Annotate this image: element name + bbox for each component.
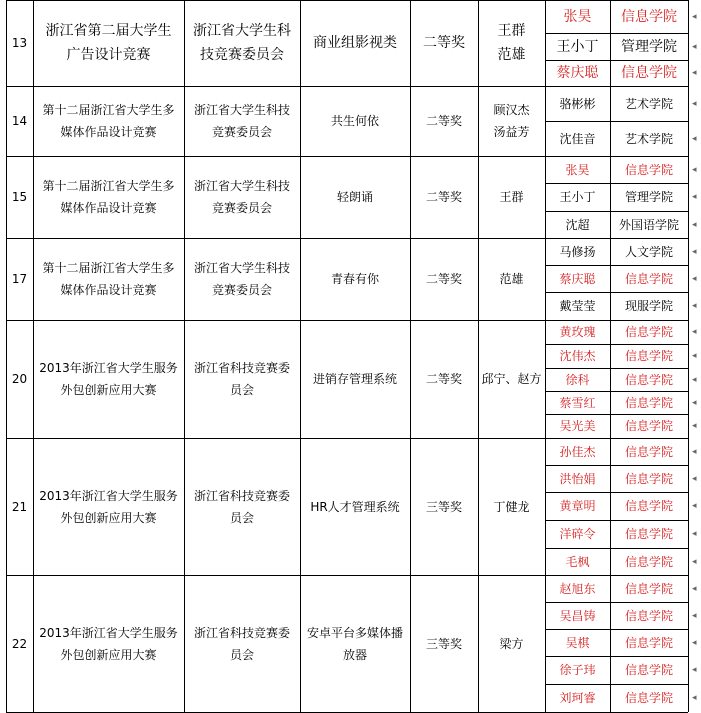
competition-name-text: 第十二届浙江省大学生多媒体作品设计竞赛 bbox=[42, 179, 175, 215]
advisor bbox=[480, 438, 543, 575]
member-college-text: 信息学院 bbox=[624, 471, 673, 486]
member-name-text: 徐子玮 bbox=[559, 663, 596, 677]
member-name-text: 吴昌铸 bbox=[559, 608, 596, 623]
member-name-text: 黄玫瑰 bbox=[559, 325, 596, 339]
organizer-text: 浙江省科技竞赛委员会 bbox=[193, 361, 290, 397]
paragraph-mark-icon: ◂ bbox=[692, 98, 697, 109]
member-name-text: 蔡庆聪 bbox=[559, 271, 596, 286]
advisor-text: 顾汉杰 汤益芳 bbox=[493, 103, 530, 139]
paragraph-mark-icon: ◂ bbox=[692, 397, 697, 408]
award-level bbox=[410, 238, 478, 320]
paragraph-mark-icon: ◂ bbox=[692, 665, 697, 675]
work-title bbox=[304, 438, 406, 575]
member-college bbox=[610, 602, 688, 629]
advisor-text: 王群 bbox=[499, 190, 524, 204]
award-level bbox=[410, 320, 478, 438]
paragraph-mark-icon: ◂ bbox=[692, 446, 697, 457]
member-college-text: 信息学院 bbox=[624, 499, 673, 513]
member-name bbox=[545, 414, 610, 438]
organizer-text: 浙江省科技竞赛委员会 bbox=[193, 488, 290, 525]
member-college bbox=[610, 575, 688, 602]
member-name bbox=[545, 211, 610, 238]
member-college-text: 信息学院 bbox=[624, 554, 673, 569]
member-name bbox=[545, 465, 610, 492]
member-name bbox=[545, 156, 610, 183]
work-title bbox=[304, 238, 406, 320]
member-college-text: 信息学院 bbox=[624, 372, 673, 387]
member-name-text: 王小丁 bbox=[556, 38, 599, 55]
member-college bbox=[610, 656, 688, 684]
paragraph-mark-icon: ◂ bbox=[692, 246, 697, 257]
paragraph-mark-icon: ◂ bbox=[692, 11, 697, 22]
grid-line bbox=[688, 0, 689, 712]
organizer-text: 浙江省大学生科技竞赛委员会 bbox=[193, 23, 291, 63]
member-college-text: 艺术学院 bbox=[624, 131, 673, 146]
organizer bbox=[190, 156, 294, 238]
competition-name-text: 2013年浙江省大学生服务外包创新应用大赛 bbox=[39, 361, 178, 397]
work-title bbox=[304, 320, 406, 438]
award-level-text: 二等奖 bbox=[425, 272, 462, 286]
member-college bbox=[610, 391, 688, 414]
member-name-text: 戴莹莹 bbox=[559, 299, 596, 313]
row-index bbox=[6, 86, 33, 156]
member-name bbox=[545, 121, 610, 156]
paragraph-mark-icon: ◂ bbox=[692, 133, 697, 144]
member-name-text: 徐科 bbox=[565, 372, 590, 387]
organizer bbox=[190, 320, 294, 438]
award-level-text: 二等奖 bbox=[425, 114, 462, 128]
advisor bbox=[480, 86, 543, 156]
member-name-text: 蔡庆聪 bbox=[556, 65, 599, 81]
organizer-text: 浙江省大学生科技竞赛委员会 bbox=[193, 103, 290, 139]
award-level-text: 三等奖 bbox=[425, 636, 462, 651]
member-name bbox=[545, 344, 610, 368]
paragraph-mark-icon: ◂ bbox=[692, 529, 697, 539]
work-title bbox=[304, 156, 406, 238]
member-name bbox=[545, 492, 610, 520]
member-college bbox=[610, 60, 688, 86]
advisor-text: 梁方 bbox=[499, 636, 524, 651]
row-index-text: 22 bbox=[11, 636, 28, 651]
award-level bbox=[410, 0, 478, 86]
work-title-text: 青春有你 bbox=[330, 272, 379, 286]
row-index bbox=[6, 0, 33, 86]
member-college bbox=[610, 465, 688, 492]
member-name bbox=[545, 684, 610, 712]
member-name-text: 张昊 bbox=[563, 8, 592, 25]
award-level bbox=[410, 156, 478, 238]
member-college bbox=[610, 183, 688, 211]
member-name-text: 黄章明 bbox=[559, 499, 596, 513]
row-index-text: 17 bbox=[11, 272, 28, 286]
advisor bbox=[480, 0, 543, 86]
member-college bbox=[610, 684, 688, 712]
member-name bbox=[545, 391, 610, 414]
competition-name bbox=[39, 0, 178, 86]
member-name-text: 沈伟杰 bbox=[559, 349, 596, 363]
member-college-text: 信息学院 bbox=[624, 527, 673, 541]
member-college-text: 信息学院 bbox=[624, 162, 673, 177]
member-college-text: 信息学院 bbox=[624, 635, 673, 650]
row-index-text: 13 bbox=[11, 36, 28, 50]
member-college bbox=[610, 0, 688, 33]
work-title-text: 共生何依 bbox=[330, 114, 379, 128]
paragraph-mark-icon: ◂ bbox=[692, 164, 697, 175]
member-name bbox=[545, 629, 610, 656]
work-title-text: HR人才管理系统 bbox=[310, 499, 400, 514]
member-name bbox=[545, 548, 610, 575]
row-index bbox=[6, 156, 33, 238]
paragraph-mark-icon: ◂ bbox=[692, 68, 697, 78]
member-name-text: 孙佳杰 bbox=[559, 444, 596, 459]
member-name-text: 毛枫 bbox=[565, 554, 590, 569]
member-name bbox=[545, 265, 610, 292]
member-college-text: 信息学院 bbox=[621, 65, 677, 81]
member-name bbox=[545, 368, 610, 391]
member-name bbox=[545, 575, 610, 602]
advisor bbox=[480, 238, 543, 320]
paragraph-mark-icon: ◂ bbox=[692, 351, 697, 361]
member-college bbox=[610, 33, 688, 60]
member-name bbox=[545, 602, 610, 629]
competition-name-text: 2013年浙江省大学生服务外包创新应用大赛 bbox=[39, 488, 178, 525]
advisor bbox=[480, 320, 543, 438]
member-name-text: 张昊 bbox=[565, 162, 590, 177]
award-level bbox=[410, 86, 478, 156]
paragraph-mark-icon: ◂ bbox=[692, 301, 697, 311]
organizer bbox=[190, 575, 294, 712]
advisor bbox=[480, 575, 543, 712]
organizer bbox=[190, 86, 294, 156]
member-name bbox=[545, 656, 610, 684]
member-college bbox=[610, 121, 688, 156]
competition-name-text: 2013年浙江省大学生服务外包创新应用大赛 bbox=[39, 625, 178, 662]
row-index bbox=[6, 575, 33, 712]
organizer-text: 浙江省大学生科技竞赛委员会 bbox=[193, 179, 290, 215]
row-index-text: 20 bbox=[11, 372, 28, 386]
member-college-text: 信息学院 bbox=[624, 325, 673, 339]
member-name-text: 马修扬 bbox=[559, 244, 596, 259]
member-college bbox=[610, 86, 688, 121]
paragraph-mark-icon: ◂ bbox=[692, 556, 697, 567]
work-title bbox=[304, 86, 406, 156]
award-level-text: 二等奖 bbox=[425, 190, 462, 204]
member-college bbox=[610, 414, 688, 438]
organizer-text: 浙江省科技竞赛委员会 bbox=[193, 625, 290, 662]
member-name-text: 刘珂睿 bbox=[559, 691, 596, 705]
paragraph-mark-icon: ◂ bbox=[692, 501, 697, 511]
work-title bbox=[304, 0, 406, 86]
member-college-text: 外国语学院 bbox=[618, 217, 679, 232]
member-college bbox=[610, 344, 688, 368]
member-name-text: 沈佳音 bbox=[559, 131, 596, 146]
member-college-text: 信息学院 bbox=[624, 691, 673, 705]
paragraph-mark-icon: ◂ bbox=[692, 637, 697, 648]
paragraph-mark-icon: ◂ bbox=[692, 610, 697, 621]
award-level bbox=[410, 438, 478, 575]
member-college-text: 管理学院 bbox=[621, 38, 677, 55]
work-title-text: 进销存管理系统 bbox=[312, 372, 397, 386]
member-college-text: 信息学院 bbox=[624, 581, 673, 596]
member-college bbox=[610, 156, 688, 183]
member-name-text: 赵旭东 bbox=[559, 581, 596, 596]
organizer bbox=[190, 438, 294, 575]
award-level-text: 二等奖 bbox=[423, 35, 465, 51]
member-name bbox=[545, 0, 610, 33]
member-name bbox=[545, 60, 610, 86]
organizer-text: 浙江省大学生科技竞赛委员会 bbox=[193, 261, 290, 297]
member-college-text: 信息学院 bbox=[624, 444, 673, 459]
member-name bbox=[545, 86, 610, 121]
row-index-text: 15 bbox=[11, 190, 28, 204]
member-college-text: 艺术学院 bbox=[624, 96, 673, 111]
paragraph-mark-icon: ◂ bbox=[692, 374, 697, 385]
member-name bbox=[545, 438, 610, 465]
competition-name bbox=[39, 156, 178, 238]
member-name-text: 骆彬彬 bbox=[559, 96, 596, 111]
paragraph-mark-icon: ◂ bbox=[692, 219, 697, 230]
competition-name-text: 第十二届浙江省大学生多媒体作品设计竞赛 bbox=[42, 261, 175, 297]
member-college-text: 管理学院 bbox=[624, 190, 673, 204]
row-index bbox=[6, 320, 33, 438]
member-college bbox=[610, 238, 688, 265]
member-name bbox=[545, 183, 610, 211]
competition-name bbox=[39, 575, 178, 712]
member-name bbox=[545, 292, 610, 320]
work-title-text: 安卓平台多媒体播放器 bbox=[306, 625, 403, 662]
paragraph-mark-icon: ◂ bbox=[692, 473, 697, 484]
award-level-text: 三等奖 bbox=[425, 499, 462, 514]
grid-line bbox=[300, 0, 301, 712]
member-college bbox=[610, 368, 688, 391]
row-index bbox=[6, 238, 33, 320]
advisor-text: 邱宁、赵方 bbox=[481, 372, 542, 386]
competition-name bbox=[39, 238, 178, 320]
member-college-text: 信息学院 bbox=[624, 395, 673, 410]
member-college-text: 信息学院 bbox=[624, 419, 673, 433]
grid-line bbox=[33, 0, 34, 712]
member-college-text: 信息学院 bbox=[624, 271, 673, 286]
work-title-text: 轻朗诵 bbox=[336, 190, 373, 204]
organizer bbox=[190, 238, 294, 320]
member-name-text: 沈超 bbox=[565, 217, 590, 232]
member-name-text: 蔡雪红 bbox=[559, 395, 596, 410]
paragraph-mark-icon: ◂ bbox=[692, 421, 697, 431]
organizer bbox=[190, 0, 294, 86]
competition-name bbox=[39, 86, 178, 156]
member-college bbox=[610, 548, 688, 575]
competition-name-text: 浙江省第二届大学生广告设计竞赛 bbox=[45, 23, 172, 63]
paragraph-mark-icon: ◂ bbox=[692, 273, 697, 284]
award-level-text: 二等奖 bbox=[425, 372, 462, 386]
grid-line bbox=[478, 0, 479, 712]
advisor-text: 丁健龙 bbox=[493, 499, 530, 514]
competition-name bbox=[39, 320, 178, 438]
member-college bbox=[610, 320, 688, 344]
member-college-text: 现服学院 bbox=[624, 299, 673, 313]
award-level bbox=[410, 575, 478, 712]
paragraph-mark-icon: ◂ bbox=[692, 41, 697, 52]
paragraph-mark-icon: ◂ bbox=[692, 693, 697, 703]
member-college-text: 人文学院 bbox=[624, 244, 673, 259]
member-name-text: 吴棋 bbox=[565, 635, 590, 650]
member-college-text: 信息学院 bbox=[624, 349, 673, 363]
member-name bbox=[545, 238, 610, 265]
paragraph-mark-icon: ◂ bbox=[692, 192, 697, 202]
member-name-text: 洪怡娟 bbox=[559, 471, 596, 486]
member-college bbox=[610, 492, 688, 520]
member-college-text: 信息学院 bbox=[621, 8, 677, 25]
member-college bbox=[610, 520, 688, 548]
member-college-text: 信息学院 bbox=[624, 663, 673, 677]
member-name bbox=[545, 320, 610, 344]
row-index-text: 14 bbox=[11, 114, 28, 128]
member-name bbox=[545, 33, 610, 60]
member-name-text: 洋碎令 bbox=[559, 527, 596, 541]
member-name-text: 吴光美 bbox=[559, 419, 596, 433]
member-name-text: 王小丁 bbox=[559, 190, 596, 204]
advisor-text: 范雄 bbox=[499, 272, 524, 286]
paragraph-mark-icon: ◂ bbox=[692, 583, 697, 594]
member-college bbox=[610, 438, 688, 465]
member-college-text: 信息学院 bbox=[624, 608, 673, 623]
work-title bbox=[304, 575, 406, 712]
row-index-text: 21 bbox=[11, 499, 28, 514]
advisor-text: 王群 范雄 bbox=[497, 23, 526, 63]
grid-line bbox=[184, 0, 185, 712]
member-college bbox=[610, 265, 688, 292]
competition-name bbox=[39, 438, 178, 575]
paragraph-mark-icon: ◂ bbox=[692, 327, 697, 337]
row-index bbox=[6, 438, 33, 575]
work-title-text: 商业组影视类 bbox=[313, 35, 397, 51]
member-college bbox=[610, 292, 688, 320]
advisor bbox=[480, 156, 543, 238]
member-college bbox=[610, 629, 688, 656]
member-college bbox=[610, 211, 688, 238]
competition-name-text: 第十二届浙江省大学生多媒体作品设计竞赛 bbox=[42, 103, 175, 139]
member-name bbox=[545, 520, 610, 548]
